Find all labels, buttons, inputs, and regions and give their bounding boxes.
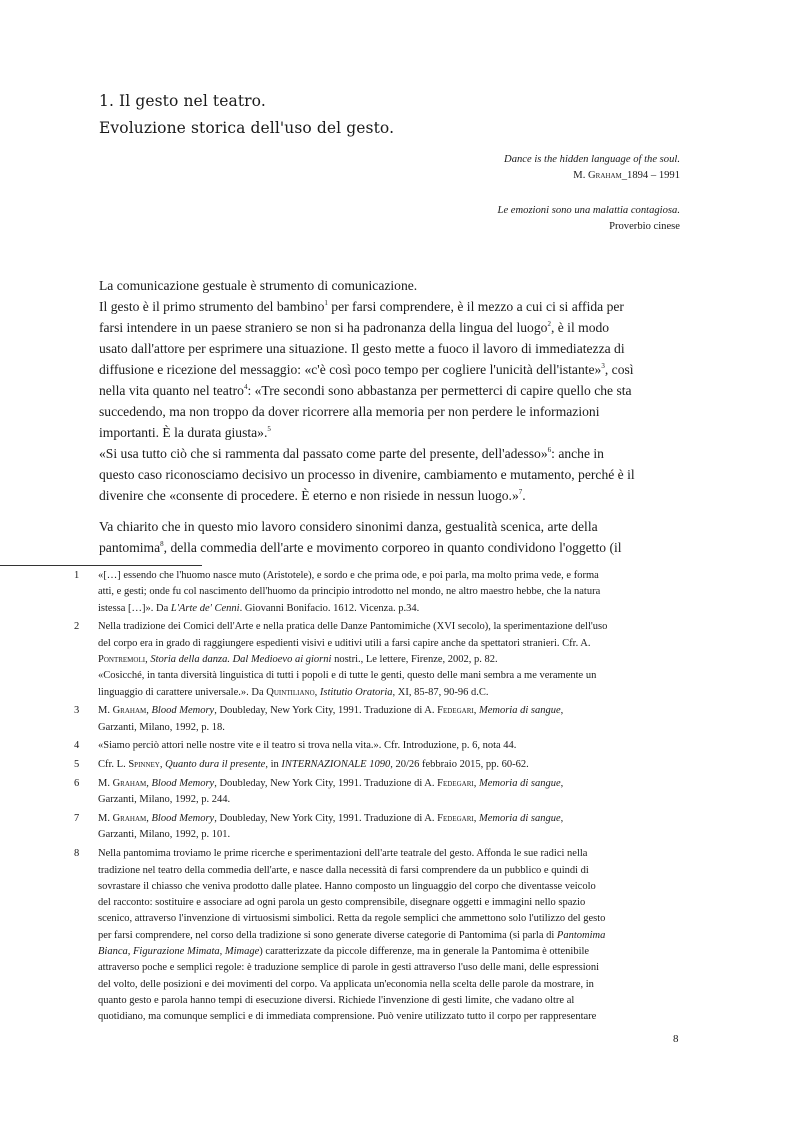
footnote-line: Nella pantomima troviamo le prime ricerche e sperimentazioni dell'arte teatrale del gesto. Affonda le sue radici nella <box>98 848 588 860</box>
footnote-line: Nella tradizione dei Comici dell'Arte e nella pratica delle Danze Pantomimiche (XVI secolo), la sperimentazione dell'uso <box>98 621 608 633</box>
footnote-line: Garzanti, Milano, 1992, p. 101. <box>98 829 231 841</box>
footnote-line: del volto, delle posizioni e dei movimenti del corpo. Va applicata un'economia nella scelta delle parole da mostrare, in <box>98 978 594 990</box>
footnotes <box>74 568 682 1028</box>
text-line: importanti. È la durata giusta».$^5$ <box>99 425 271 440</box>
footnote-line: attraverso poche e semplici regole: è traduzione semplice di parole in gesti attraverso l'uso delle mani, delle espressioni <box>98 962 600 974</box>
footnote-reference[interactable]: 1 <box>324 299 328 307</box>
footnote-7 <box>74 811 682 844</box>
footnote-6 <box>74 776 682 809</box>
footnote-line: linguaggio di carattere universale.». Da Quintiliano, Istitutio Oratoria, XI, 85-87, 90-96 d.C. <box>98 686 489 698</box>
author-name: Graham <box>588 170 622 181</box>
text-line: questo caso riconosciamo decisivo un processo in divenire, cambiamento e mutamento, perché è il <box>99 467 635 482</box>
footnote-text <box>98 776 682 809</box>
footnote-reference[interactable]: 8 <box>160 540 164 548</box>
chapter-title: 1. Il gesto nel teatro. <box>99 92 266 110</box>
page-number: 8 <box>673 1033 679 1045</box>
footnote-line: del racconto: sostituire e associare ad ogni parola un gesto comprensibile, disegnare oggetti e immagini nello spazio <box>98 897 586 909</box>
footnote-number: 5 <box>74 759 80 771</box>
footnote-5 <box>74 757 682 773</box>
footnote-line: M. Graham, Blood Memory, Doubleday, New York City, 1991. Traduzione di A. Fedegari, Memoria di sangue, <box>98 778 564 790</box>
footnote-2 <box>74 619 682 700</box>
footnote-number: 8 <box>74 848 80 860</box>
text-line: Va chiarito che in questo mio lavoro considero sinonimi danza, gestualità scenica, arte della <box>99 519 598 534</box>
footnote-3 <box>74 703 682 736</box>
text-line: succedendo, ma non troppo da dover ricorrere alla memoria per non perdere le informazioni <box>99 404 600 419</box>
footnote-separator <box>0 565 202 566</box>
footnote-number: 7 <box>74 813 80 825</box>
footnote-text <box>98 568 682 617</box>
footnote-reference[interactable]: 2 <box>547 320 551 328</box>
footnote-line: M. Graham, Blood Memory, Doubleday, New York City, 1991. Traduzione di A. Fedegari, Memoria di sangue, <box>98 813 564 825</box>
footnote-line: M. Graham, Blood Memory, Doubleday, New York City, 1991. Traduzione di A. Fedegari, Memoria di sangue, <box>98 705 564 717</box>
footnote-reference[interactable]: 6 <box>547 446 552 454</box>
epigraph-graham <box>504 152 680 184</box>
footnote-line: «Cosicché, in tanta diversità linguistica di tutti i popoli e di tutte le genti, questo delle mani sembra a me veramente un <box>98 670 597 682</box>
body-paragraph-1 <box>99 275 681 506</box>
epigraph-quote: Le emozioni sono una malattia contagiosa. <box>497 205 680 216</box>
footnote-line: quotidiano, ma comunque semplici e di immediata comprensione. Può venire utilizzato tutto il corpo per rappresentare <box>98 1011 597 1023</box>
footnote-line: tradizione nel teatro della commedia dell'arte, e nasce dalla necessità di farsi comprendere da un pubblico e quindi di <box>98 864 589 876</box>
text-line: farsi intendere in un paese straniero se non si ha padronanza della lingua del luogo$^2$, è il modo <box>99 320 610 335</box>
footnote-number: 6 <box>74 778 80 790</box>
footnote-text <box>98 757 682 773</box>
footnote-text <box>98 811 682 844</box>
footnote-line: Garzanti, Milano, 1992, p. 18. <box>98 721 225 733</box>
footnote-line: Garzanti, Milano, 1992, p. 244. <box>98 794 231 806</box>
text-line: usato dall'attore per esprimere una situazione. Il gesto mette a fuoco il lavoro di immediatezza di <box>99 341 625 356</box>
footnote-line: atti, e gesti; onde fu col nascimento dell'huomo da principio introdotto nel mondo, ne altro maestro hebbe, che la natura <box>98 586 601 598</box>
footnote-reference[interactable]: 3 <box>601 362 605 370</box>
footnote-4 <box>74 738 682 754</box>
footnote-reference[interactable]: 5 <box>267 425 271 433</box>
footnote-line: sovrastare il chiasso che veniva prodotto dalle platee. Hanno composto un linguaggio del corpo che diventasse veicolo <box>98 880 596 892</box>
epigraph-quote: Dance is the hidden language of the soul. <box>504 154 680 165</box>
footnote-line: Bianca, Figurazione Mimata, Mimage) caratterizzate da piccole differenze, ma in generale la Pantomima è ottenibile <box>98 946 590 958</box>
footnote-line: «Siamo perciò attori nelle nostre vite e il teatro si trova nella vita.». Cfr. Introduzione, p. 6, nota 44. <box>98 740 517 752</box>
footnote-8 <box>74 846 682 1025</box>
footnote-text <box>98 846 682 1025</box>
footnote-line: scenico, attraverso l'invenzione di virtuosismi simbolici. Retta da regole semplici che ammettono solo l'utilizzo del gesto <box>98 913 606 925</box>
epigraph-author <box>504 168 680 184</box>
text-line: Il gesto è il primo strumento del bambino$^1$ per farsi comprendere, è il mezzo a cui ci si affida per <box>99 299 624 314</box>
text-line: nella vita quanto nel teatro$^4$: «Tre secondi sono abbastanza per permetterci di capire quello che sta <box>99 383 632 398</box>
author-initial: M. <box>573 170 589 181</box>
footnote-reference[interactable]: 7 <box>518 488 523 496</box>
footnote-text <box>98 703 682 736</box>
footnote-line: Cfr. L. Spinney, Quanto dura il presente, in INTERNAZIONALE 1090, 20/26 febbraio 2015, pp. 60-62. <box>98 759 529 771</box>
text-line: pantomima$^8$, della commedia dell'arte e movimento corporeo in quanto condividono l'oggetto (il <box>99 540 622 555</box>
text-line: divenire che «consente di procedere. È eterno e non risiede in nessun luogo.»$^7$. <box>99 488 526 503</box>
section-title: Evoluzione storica dell'uso del gesto. <box>99 119 395 137</box>
footnote-line: quanto gesto e parola hanno tempi di esecuzione diversi. Richiede l'invenzione di gesti limite, che vadano oltre al <box>98 994 575 1006</box>
footnote-line: Pontremoli, Storia della danza. Dal Medioevo ai giorni nostri., Le lettere, Firenze, 2002, p. 82. <box>98 653 498 665</box>
epigraph-source: Proverbio cinese <box>609 221 680 232</box>
footnote-number: 4 <box>74 740 80 752</box>
footnote-reference[interactable]: 4 <box>243 383 248 391</box>
footnote-line: del corpo era in grado di raggiungere espedienti visivi e uditivi utili a farsi capire anche da spettatori stranieri. Cfr. A. <box>98 637 591 649</box>
text-line: diffusione e ricezione del messaggio: «c'è così poco tempo per cogliere l'unicità dell'istante»$^3$, così <box>99 362 634 377</box>
author-dates: _1894 – 1991 <box>621 170 680 181</box>
text-line: La comunicazione gestuale è strumento di comunicazione. <box>99 278 418 293</box>
footnote-line: «[…] essendo che l'huomo nasce muto (Aristotele), e sordo e che prima ode, e poi parla, ma molto prima vede, e forma <box>98 570 599 581</box>
footnote-line: istessa […]». Da L'Arte de' Cenni. Giovanni Bonifacio. 1612. Vicenza. p.34. <box>98 602 420 614</box>
footnote-number: 2 <box>74 621 80 633</box>
footnote-number: 1 <box>74 570 80 581</box>
footnote-number: 3 <box>74 705 80 717</box>
body-paragraph-2 <box>99 516 681 558</box>
footnote-text <box>98 738 682 754</box>
text-line: «Si usa tutto ciò che si rammenta dal passato come parte del presente, dell'adesso»$^6$: anche in <box>99 446 604 461</box>
footnote-text <box>98 619 682 700</box>
epigraph-proverb <box>498 203 680 235</box>
footnote-line: per farsi comprendere, nel corso della tradizione si sono generate diverse categorie di Pantomima (si parla di Pantomima <box>98 929 606 941</box>
footnote-1 <box>74 568 682 617</box>
